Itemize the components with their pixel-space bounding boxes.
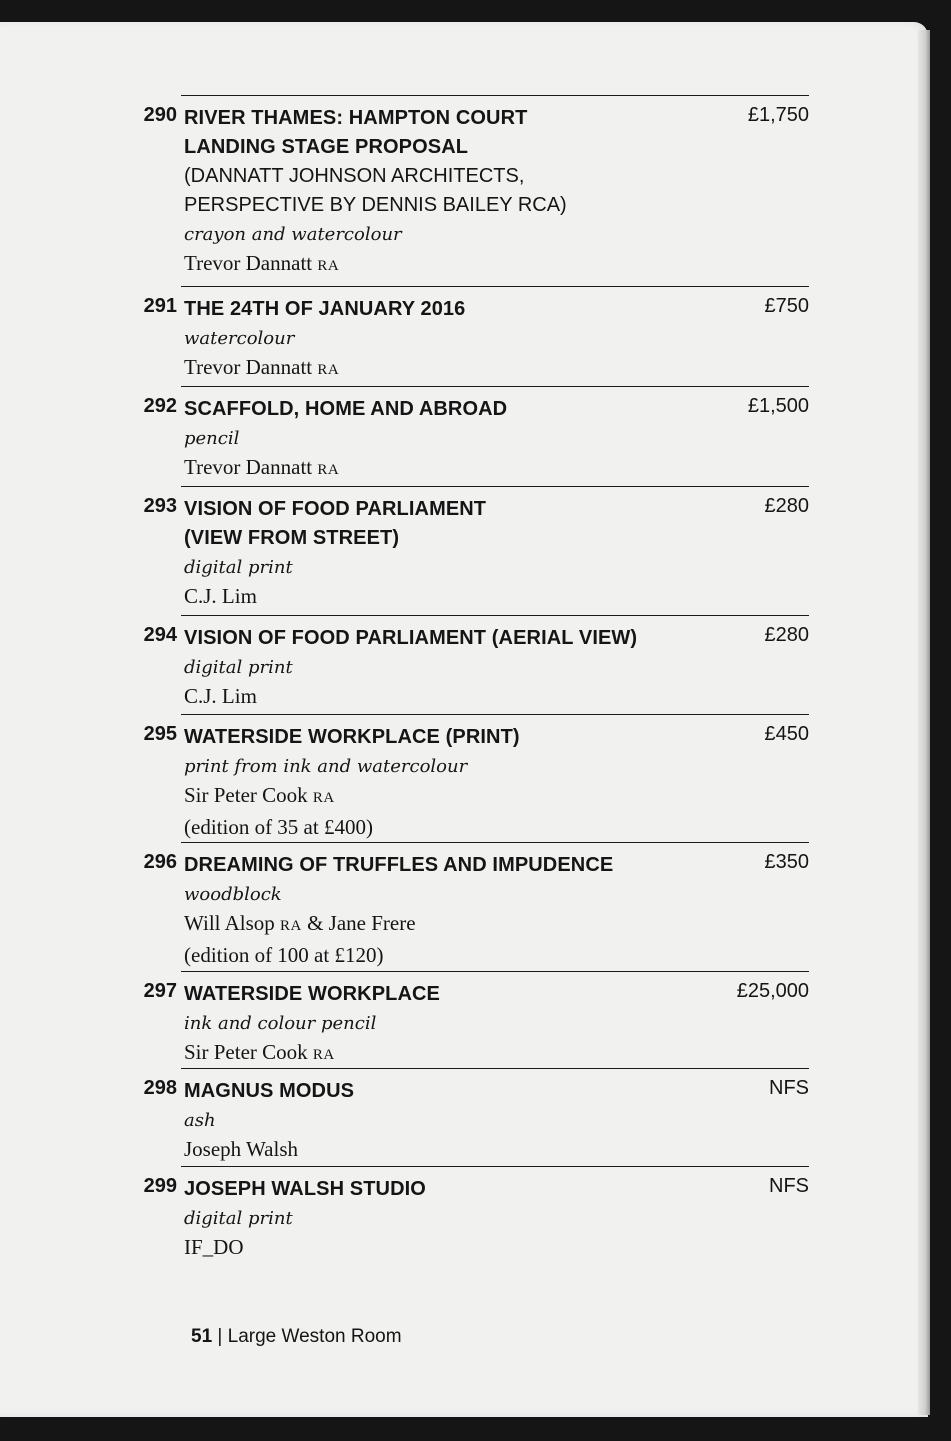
artist-name: C.J. Lim: [184, 684, 257, 708]
entry-body: [184, 387, 704, 485]
ra-suffix: RA: [280, 918, 302, 934]
entry-number: 296: [143, 851, 177, 873]
catalogue-entry: [133, 487, 809, 611]
entry-divider: [181, 1068, 809, 1069]
entry-price: NFS: [769, 1077, 809, 1099]
entry-divider: [181, 1166, 809, 1167]
ra-suffix: RA: [317, 362, 340, 378]
artist-name: IF_DO: [184, 1235, 244, 1259]
artist-name: Trevor Dannatt: [184, 251, 313, 275]
ra-suffix: RA: [312, 790, 335, 806]
entry-edition: (edition of 35 at £400): [184, 815, 373, 839]
entry-body: [184, 96, 704, 281]
entry-body: [184, 1167, 704, 1262]
catalogue-entry: [133, 387, 809, 485]
entry-number: 292: [143, 395, 177, 417]
entry-title: DREAMING OF TRUFFLES AND IMPUDENCE: [184, 854, 614, 876]
entry-body: [184, 1069, 704, 1164]
entry-title: VISION OF FOOD PARLIAMENT (AERIAL VIEW): [184, 627, 638, 649]
artist-name: Sir Peter Cook: [184, 1040, 308, 1064]
catalogue-entry: [133, 843, 809, 970]
catalogue-entry: [133, 96, 809, 281]
entry-divider: [181, 842, 809, 843]
entry-medium: ash: [184, 1110, 216, 1131]
entry-number: 293: [143, 495, 177, 517]
entry-divider: [181, 714, 809, 715]
entry-price: £280: [764, 624, 809, 646]
artist-name: Trevor Dannatt: [184, 355, 313, 379]
ra-suffix: RA: [317, 258, 340, 274]
entry-number: 294: [143, 624, 177, 646]
entry-divider: [181, 615, 809, 616]
catalogue-entry: [133, 1167, 809, 1262]
entry-medium: digital print: [184, 557, 293, 578]
entry-artist: [184, 1038, 704, 1070]
entry-subtitle: (DANNATT JOHNSON ARCHITECTS, PERSPECTIVE BY DENNIS BAILEY RCA): [184, 165, 567, 216]
entry-divider: [181, 286, 809, 287]
page-number: 51: [191, 1326, 213, 1347]
entry-price: £750: [764, 295, 809, 317]
entry-title: SCAFFOLD, HOME AND ABROAD: [184, 398, 508, 420]
entry-price: £1,750: [747, 104, 809, 126]
entry-body: [184, 843, 704, 970]
entry-price: £1,500: [747, 395, 809, 417]
entry-number: 299: [143, 1175, 177, 1197]
entry-title: THE 24TH OF JANUARY 2016: [184, 298, 466, 320]
entry-price: £350: [764, 851, 809, 873]
page-footer: [191, 1326, 402, 1348]
entry-title: WATERSIDE WORKPLACE (PRINT): [184, 726, 520, 748]
entry-price: NFS: [769, 1175, 809, 1197]
entry-price: £450: [764, 723, 809, 745]
entry-artist: [184, 453, 704, 485]
entry-medium: watercolour: [184, 328, 295, 349]
entry-artist: [184, 781, 704, 813]
catalogue-entry: [133, 616, 809, 711]
entry-number: 290: [143, 104, 177, 126]
entry-artist: [184, 682, 704, 711]
catalogue-entry: [133, 287, 809, 385]
entry-number: 297: [143, 980, 177, 1002]
entry-number: 295: [143, 723, 177, 745]
entry-body: [184, 487, 704, 611]
entry-medium: woodblock: [184, 884, 282, 905]
ra-suffix: RA: [317, 462, 340, 478]
entry-body: [184, 616, 704, 711]
entry-title: RIVER THAMES: HAMPTON COURT LANDING STAGE PROPOSAL: [184, 107, 528, 158]
entry-artist: [184, 249, 704, 281]
footer-separator: |: [217, 1326, 223, 1347]
entry-title: JOSEPH WALSH STUDIO: [184, 1178, 426, 1200]
artist-name: Will Alsop: [184, 911, 275, 935]
entry-medium: crayon and watercolour: [184, 224, 402, 245]
entry-artist: [184, 353, 704, 385]
entry-title: WATERSIDE WORKPLACE: [184, 983, 440, 1005]
entry-price: £280: [764, 495, 809, 517]
artist-name: Sir Peter Cook: [184, 783, 308, 807]
entry-artist: [184, 582, 704, 611]
entry-divider: [181, 486, 809, 487]
entry-divider: [181, 95, 809, 96]
entry-artist: [184, 1135, 704, 1164]
entry-medium: digital print: [184, 657, 293, 678]
entry-title: MAGNUS MODUS: [184, 1080, 355, 1102]
ra-suffix: RA: [312, 1047, 335, 1063]
entry-artist: [184, 909, 704, 941]
catalogue-entry: [133, 1069, 809, 1164]
room-name: Large Weston Room: [227, 1326, 402, 1347]
entry-medium: digital print: [184, 1208, 293, 1229]
catalogue-entry: [133, 972, 809, 1070]
entry-medium: print from ink and watercolour: [184, 756, 468, 777]
entry-body: [184, 972, 704, 1070]
artist-name: Trevor Dannatt: [184, 455, 313, 479]
entry-edition: (edition of 100 at £120): [184, 943, 384, 967]
entry-medium: pencil: [184, 428, 240, 449]
entry-divider: [181, 386, 809, 387]
entry-price: £25,000: [736, 980, 809, 1002]
artist-name: C.J. Lim: [184, 584, 257, 608]
entry-title: VISION OF FOOD PARLIAMENT (VIEW FROM STREET): [184, 498, 487, 549]
entry-artist: [184, 1233, 704, 1262]
entry-number: 291: [143, 295, 177, 317]
entry-number: 298: [143, 1077, 177, 1099]
artist-name: Joseph Walsh: [184, 1137, 299, 1161]
entry-medium: ink and colour pencil: [184, 1013, 377, 1034]
entry-divider: [181, 971, 809, 972]
catalogue-entry: [133, 715, 809, 842]
artist-name-2: & Jane Frere: [307, 911, 416, 935]
page-edge: [918, 30, 930, 1415]
entry-body: [184, 715, 704, 842]
entry-body: [184, 287, 704, 385]
